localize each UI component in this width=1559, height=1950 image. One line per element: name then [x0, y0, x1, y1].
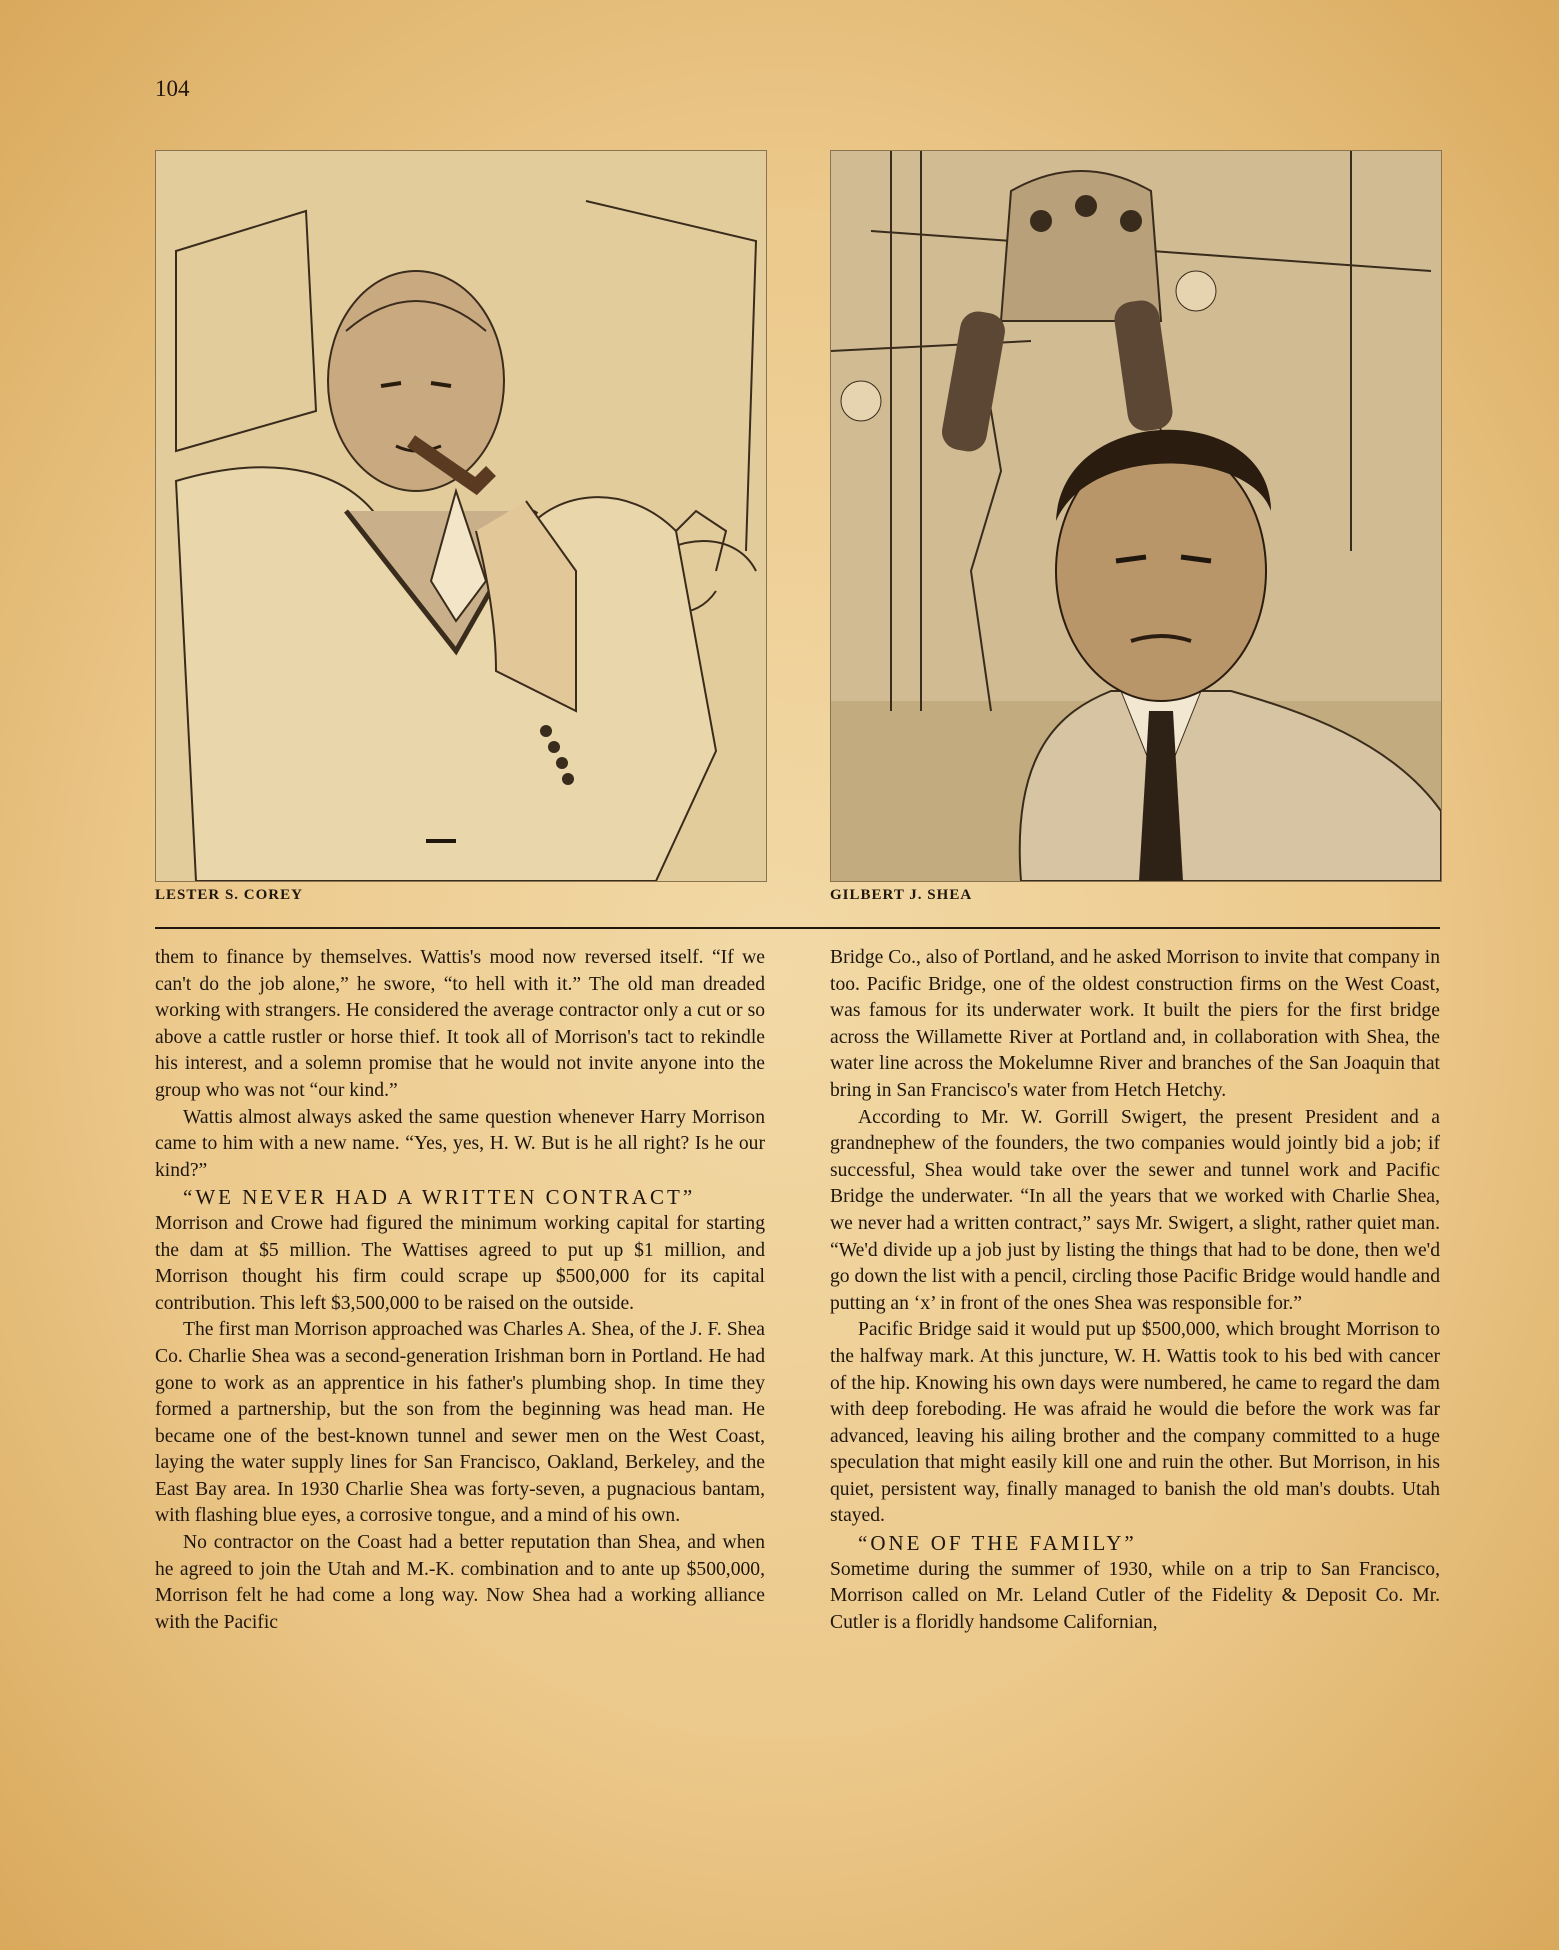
left-column	[155, 945, 765, 1636]
paragraph: Pacific Bridge said it would put up $500,000, which brought Morrison to the halfway mark. At this juncture, W. H. Wattis took to his bed with cancer of the hip. Knowing his own days were numbered, he came to regard the dam with deep foreboding. He was afraid he would die before the work was far advanced, leaving his ailing brother and the company committed to a huge speculation that might easily kill one and ruin the other. But Morrison, in his quiet, persistent way, finally managed to banish the old man's doubts. Utah stayed.	[830, 1319, 1440, 1527]
caption-gilbert-shea: GILBERT J. SHEA	[830, 887, 973, 903]
section-heading: “WE NEVER HAD A WRITTEN CONTRACT”	[183, 1185, 696, 1210]
section-heading: “ONE OF THE FAMILY”	[858, 1531, 1137, 1556]
paragraph: them to finance by themselves. Wattis's mood now reversed itself. “If we can't do the job alone,” he swore, “to hell with it.” The old man dreaded working with strangers. He considered the average contractor only a cut or so above a cattle rustler or horse thief. It took all of Morrison's tact to rekindle his interest, and a solemn promise that he would not invite anyone into the group who was not “our kind.”	[155, 947, 765, 1101]
paragraph: No contractor on the Coast had a better reputation than Shea, and when he agreed to join the Utah and M.-K. combination and to ante up $500,000, Morrison felt he had come a long way. Now Shea had a working alliance with the Pacific	[155, 1532, 765, 1633]
paragraph: Sometime during the summer of 1930, while on a trip to San Francisco, Morrison called on Mr. Leland Cutler of the Fidelity & Deposit Co. Mr. Cutler is a floridly handsome Californian,	[830, 1558, 1440, 1633]
paragraph: Morrison and Crowe had figured the minimum working capital for starting the dam at $5 million. The Wattises agreed to put up $1 million, and Morrison thought his firm could scrape up $500,000 for its capital contribution. This left $3,500,000 to be raised on the outside.	[155, 1212, 765, 1314]
paragraph: The first man Morrison approached was Charles A. Shea, of the J. F. Shea Co. Charlie Shea was a second-generation Irishman born in Portland. He had gone to work as an apprentice in his father's plumbing shop. In time they formed a partnership, but the son from the beginning was head man. He became one of the best-known tunnel and sewer men on the West Coast, laying the water supply lines for San Francisco, Oakland, Berkeley, and the East Bay area. In 1930 Charlie Shea was forty-seven, a pugnacious bantam, with flashing blue eyes, a corrosive tongue, and a mind of his own.	[155, 1319, 765, 1527]
paragraph: Wattis almost always asked the same question whenever Harry Morrison came to him with a new name. “Yes, yes, H. W. But is he all right? Is he our kind?”	[155, 1106, 765, 1181]
paragraph: According to Mr. W. Gorrill Swigert, the present President and a grandnephew of the founders, the two companies would jointly bid a job; if successful, Shea would take over the sewer and tunnel work and Pacific Bridge the underwater. “In all the years that we worked with Charlie Shea, we never had a written contract,” says Mr. Swigert, a slight, rather quiet man. “We'd divide up a job just by listing the things that had to be done, then we'd go down the list with a pencil, circling those Pacific Bridge would handle and putting an ‘x’ in front of the ones Shea was responsible for.”	[830, 1106, 1440, 1314]
paragraph: Bridge Co., also of Portland, and he asked Morrison to invite that company in too. Pacific Bridge, one of the oldest construction firms on the West Coast, was famous for its underwater work. It built the piers for the first bridge across the Willamette River at Portland and, in collaboration with Shea, the water line across the Mokelumne River and branches of the San Joaquin that bring in San Francisco's water from Hetch Hetchy.	[830, 947, 1440, 1101]
portrait-shea-illustration	[830, 150, 1442, 882]
caption-lester-corey: LESTER S. COREY	[155, 887, 303, 903]
portrait-corey-illustration	[155, 150, 767, 882]
horizontal-rule	[155, 927, 1440, 929]
right-column	[830, 945, 1440, 1636]
page-number: 104	[155, 76, 190, 101]
